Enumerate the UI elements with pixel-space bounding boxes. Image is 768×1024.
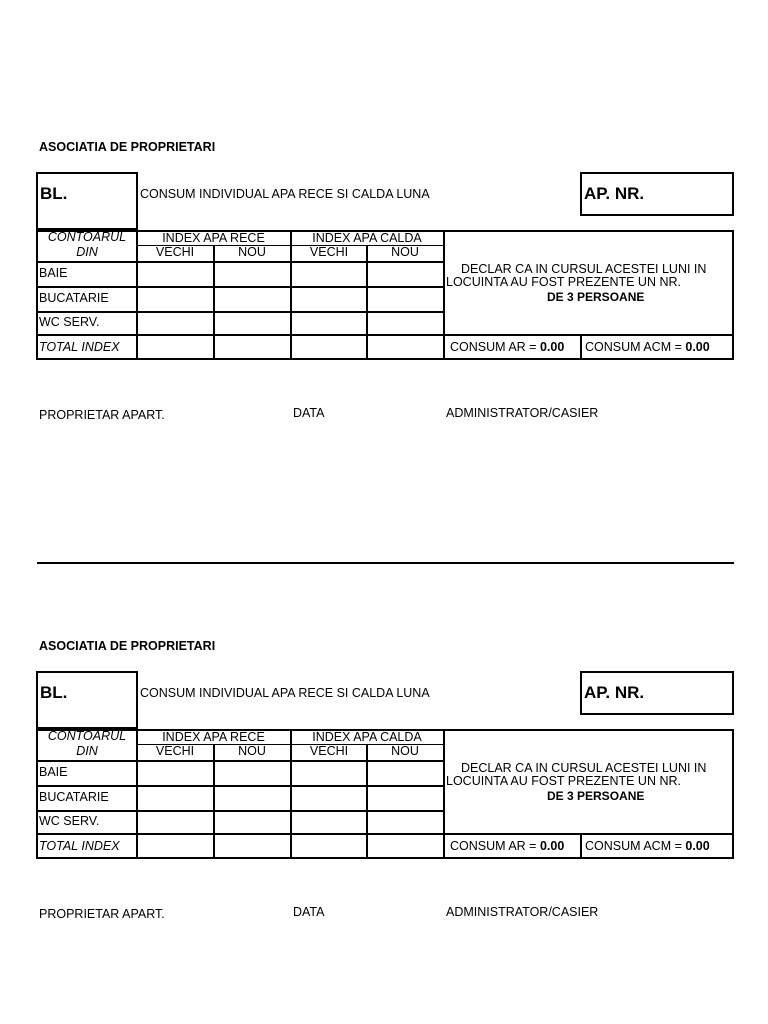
row-label-total: TOTAL INDEX	[39, 839, 120, 853]
row-label-bathroom: BAIE	[39, 765, 68, 779]
consum-acm-label: CONSUM ACM =	[585, 340, 682, 354]
consumption-form-top	[0, 140, 768, 480]
row-label-total: TOTAL INDEX	[39, 340, 120, 354]
consum-ar	[450, 341, 564, 354]
form-title: CONSUM INDIVIDUAL APA RECE SI CALDA LUNA	[140, 686, 430, 700]
bl-box[interactable]	[36, 671, 138, 729]
row-label-wc: WC SERV.	[39, 814, 100, 828]
cold-old-header: VECHI	[155, 245, 195, 259]
table-line	[213, 245, 215, 360]
table-line	[443, 230, 445, 360]
consum-acm-label: CONSUM ACM =	[585, 839, 682, 853]
bl-label: BL.	[40, 184, 68, 203]
hot-new-header: NOU	[391, 245, 419, 259]
ap-nr-box[interactable]	[580, 172, 734, 216]
consum-acm	[585, 341, 710, 354]
table-line	[580, 334, 582, 360]
persons-count: DE 3 PERSOANE	[547, 290, 645, 304]
consum-ar-label: CONSUM AR =	[450, 340, 537, 354]
admin-signature-label: ADMINISTRATOR/CASIER	[446, 406, 599, 420]
consum-acm-value: 0.00	[685, 340, 710, 354]
owner-signature-label: PROPRIETAR APART.	[39, 907, 165, 921]
table-line	[580, 833, 582, 859]
meter-label-line2: DIN	[76, 744, 98, 758]
row-label-kitchen: BUCATARIE	[39, 790, 109, 804]
table-line	[36, 760, 444, 762]
declaration-line2: LOCUINTA AU FOST PREZENTE UN NR.	[446, 275, 681, 289]
consum-acm-value: 0.00	[685, 839, 710, 853]
declaration-line1: DECLAR CA IN CURSUL ACESTEI LUNI IN	[461, 262, 707, 276]
ap-nr-box[interactable]	[580, 671, 734, 715]
row-label-wc: WC SERV.	[39, 315, 100, 329]
declaration-line1: DECLAR CA IN CURSUL ACESTEI LUNI IN	[461, 761, 707, 775]
consum-ar-label: CONSUM AR =	[450, 839, 537, 853]
hot-new-header: NOU	[391, 744, 419, 758]
admin-signature-label: ADMINISTRATOR/CASIER	[446, 905, 599, 919]
index-hot-header: INDEX APA CALDA	[312, 231, 422, 245]
cold-new-header: NOU	[238, 744, 266, 758]
row-label-bathroom: BAIE	[39, 266, 68, 280]
table-line	[36, 334, 734, 336]
association-label: ASOCIATIA DE PROPRIETARI	[39, 639, 216, 653]
table-line	[36, 311, 444, 313]
consum-ar	[450, 840, 564, 853]
hot-old-header: VECHI	[309, 245, 349, 259]
date-label: DATA	[293, 905, 325, 919]
bl-label: BL.	[40, 683, 68, 702]
meter-label-line1: CONTOARUL	[47, 729, 127, 743]
cold-new-header: NOU	[238, 245, 266, 259]
consum-ar-value: 0.00	[539, 839, 565, 853]
owner-signature-label: PROPRIETAR APART.	[39, 408, 165, 422]
table-line	[443, 729, 445, 859]
consumption-form-bottom	[0, 639, 768, 979]
declaration-line2: LOCUINTA AU FOST PREZENTE UN NR.	[446, 774, 681, 788]
form-title: CONSUM INDIVIDUAL APA RECE SI CALDA LUNA	[140, 187, 430, 201]
table-line	[213, 744, 215, 859]
table-line	[366, 245, 368, 360]
table-line	[36, 810, 444, 812]
consum-ar-value: 0.00	[539, 340, 565, 354]
table-line	[36, 286, 444, 288]
table-line	[36, 785, 444, 787]
ap-nr-label: AP. NR.	[584, 184, 645, 203]
date-label: DATA	[293, 406, 325, 420]
index-cold-header: INDEX APA RECE	[162, 730, 265, 744]
persons-count: DE 3 PERSOANE	[547, 789, 645, 803]
bl-box[interactable]	[36, 172, 138, 230]
hot-old-header: VECHI	[309, 744, 349, 758]
index-cold-header: INDEX APA RECE	[162, 231, 265, 245]
cut-line	[37, 562, 734, 564]
row-label-kitchen: BUCATARIE	[39, 291, 109, 305]
meter-label-line1: CONTOARUL	[47, 230, 127, 244]
ap-nr-label: AP. NR.	[584, 683, 645, 702]
consum-acm	[585, 840, 710, 853]
index-hot-header: INDEX APA CALDA	[312, 730, 422, 744]
association-label: ASOCIATIA DE PROPRIETARI	[39, 140, 216, 154]
meter-label-line2: DIN	[76, 245, 98, 259]
table-line	[36, 833, 734, 835]
cold-old-header: VECHI	[155, 744, 195, 758]
table-line	[36, 261, 444, 263]
table-line	[366, 744, 368, 859]
